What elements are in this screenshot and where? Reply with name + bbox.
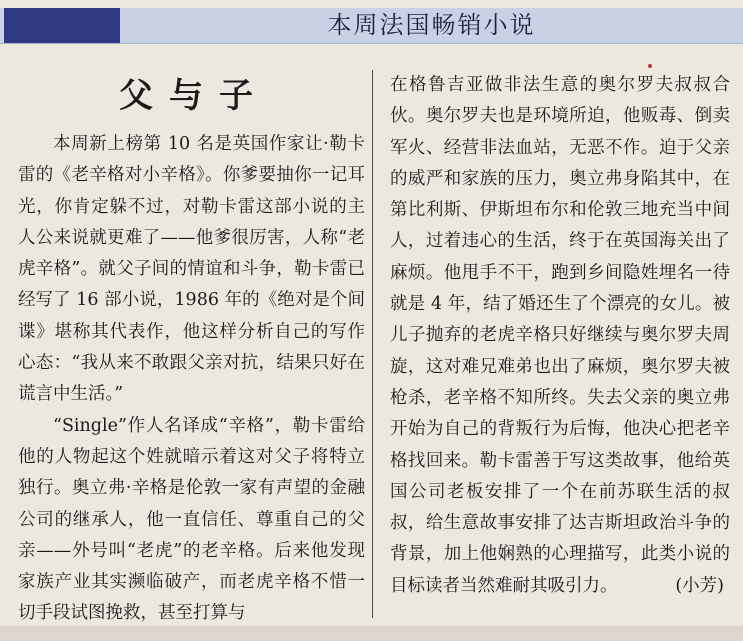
header-accent-block [4, 8, 120, 43]
print-mark [648, 64, 652, 68]
paragraph-1: 本周新上榜第 10 名是英国作家让·勒卡雷的《老辛格对小辛格》。你爹要抽你一记耳光，你肯定躲不过，对勒卡雷这部小说的主人公来说就更难了——他爹很厉害，人称“老虎辛格”。就父子间的情谊和斗争，勒卡雷已经写了 16 部小说，1986 年的《绝对是个间谍》堪称其代表作，他这样分析自己的写作心态：“我从来不敢跟父亲对抗，结果只好在谎言中生活。” [18, 134, 365, 405]
author-byline: (小芳) [675, 575, 724, 596]
article-title: 父与子 [119, 76, 269, 116]
right-column [390, 70, 730, 602]
paragraph-2-continued-text: 在格鲁吉亚做非法生意的奥尔罗夫叔叔合伙。奥尔罗夫也是环境所迫，他贩毒、倒卖军火、经营非法血站，无恶不作。迫于父亲的威严和家族的压力，奥立弗身陷其中，在第比利斯、伊斯坦布尔和伦敦三地充当中间人，过着违心的生活，终于在英国海关出了麻烦。他甩手不干，跑到乡间隐姓埋名一待就是 4 年，结了婚还生了个漂亮的女儿。被儿子抛弃的老虎辛格只好继续与奥尔罗夫周旋，这对难兄难弟也出了麻烦，奥尔罗夫被枪杀，老辛格不知所终。失去父亲的奥立弗开始为自己的背叛行为后悔，他决心把老辛格找回来。勒卡雷善于写这类故事，他给英国公司老板安排了一个在前苏联生活的叔叔，给生意故事安排了达吉斯坦政治斗争的背景，加上他娴熟的心理描写，此类小说的目标读者当然难耐其吸引力。 [390, 75, 730, 596]
left-column [18, 129, 365, 630]
column-divider [372, 70, 373, 618]
paragraph-2: “Single”作人名译成“辛格”，勒卡雷给他的人物起这个姓就暗示着这对父子将特立独行。奥立弗·辛格是伦敦一家有声望的金融公司的继承人，他一直信任、尊重自己的父亲——外号叫“老虎”的老辛格。后来他发现家族产业其实濒临破产，而老虎辛格不惜一切手段试图挽救，甚至打算与 [18, 415, 365, 624]
paragraph-2-continued [390, 70, 730, 602]
section-title: 本周法国畅销小说 [327, 11, 536, 39]
bottom-edge [0, 626, 743, 641]
